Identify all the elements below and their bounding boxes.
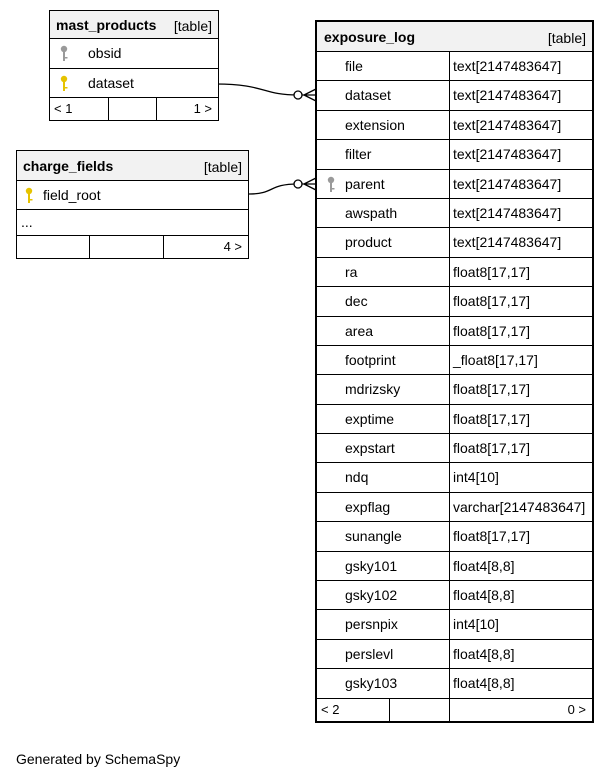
child-count: 0 >: [567, 701, 586, 717]
column-type: int4[10]: [453, 616, 499, 633]
column-list: [317, 52, 592, 699]
column-type: text[2147483647]: [453, 116, 562, 133]
column-row[interactable]: [317, 581, 592, 610]
child-count: 4 >: [223, 239, 242, 254]
column-type: text[2147483647]: [453, 204, 562, 221]
column-type: varchar[2147483647]: [453, 498, 586, 515]
link-mast-products-to-exposure-log: [216, 84, 298, 95]
column-type: text[2147483647]: [453, 87, 562, 104]
column-name: expstart: [345, 440, 395, 457]
key-icon: [58, 75, 70, 93]
crowfoot-icon: [302, 178, 316, 190]
column-name: dataset: [88, 75, 134, 91]
table-name: charge_fields: [23, 158, 114, 174]
column-name: persnpix: [345, 616, 398, 633]
column-row[interactable]: [317, 228, 592, 257]
column-type: float8[17,17]: [453, 381, 531, 398]
table-type: [table]: [173, 18, 212, 34]
parent-count: < 1: [54, 101, 73, 116]
column-name: field_root: [43, 187, 101, 203]
key-icon: [325, 176, 337, 194]
column-type: text[2147483647]: [453, 234, 562, 251]
column-row[interactable]: [317, 81, 592, 110]
column-name: mdrizsky: [345, 381, 401, 398]
column-name: gsky101: [345, 557, 398, 574]
column-type: float8[17,17]: [453, 293, 531, 310]
table-footer: [17, 236, 248, 258]
table-exposure-log[interactable]: [315, 20, 594, 723]
column-row[interactable]: [50, 69, 218, 98]
column-row[interactable]: [317, 111, 592, 140]
column-row[interactable]: [317, 640, 592, 669]
table-type: [table]: [203, 159, 242, 175]
column-type: float4[8,8]: [453, 645, 515, 662]
column-name: ra: [345, 263, 358, 280]
column-name: gsky102: [345, 587, 398, 604]
column-type: float8[17,17]: [453, 410, 531, 427]
column-name: ndq: [345, 469, 369, 486]
column-type: float8[17,17]: [453, 528, 531, 545]
column-name: sunangle: [345, 528, 402, 545]
link-end-circle: [294, 91, 302, 99]
column-row[interactable]: [317, 434, 592, 463]
column-name: dataset: [345, 87, 391, 104]
column-name: obsid: [88, 45, 122, 61]
column-row[interactable]: [50, 39, 218, 69]
table-footer: [50, 98, 218, 120]
column-row[interactable]: [317, 346, 592, 375]
column-row[interactable]: [317, 52, 592, 81]
column-type: float8[17,17]: [453, 322, 531, 339]
column-type: _float8[17,17]: [453, 351, 538, 368]
column-type: text[2147483647]: [453, 175, 562, 192]
column-row[interactable]: [317, 199, 592, 228]
column-row[interactable]: [317, 170, 592, 199]
column-name: extension: [345, 116, 405, 133]
table-name: mast_products: [56, 17, 157, 33]
column-type: float4[8,8]: [453, 675, 515, 692]
link-charge-fields-to-exposure-log: [249, 184, 298, 194]
column-name: expflag: [345, 498, 391, 515]
child-count: 1 >: [193, 101, 212, 116]
column-name: dec: [345, 293, 368, 310]
column-row[interactable]: [317, 317, 592, 346]
column-row[interactable]: [317, 375, 592, 404]
column-name: product: [345, 234, 392, 251]
column-name: awspath: [345, 204, 398, 221]
crowfoot-icon: [302, 89, 316, 101]
column-row[interactable]: [317, 258, 592, 287]
column-row[interactable]: [317, 287, 592, 316]
column-row[interactable]: [317, 552, 592, 581]
table-name: exposure_log: [324, 29, 416, 45]
column-row[interactable]: [317, 140, 592, 169]
column-row[interactable]: [317, 405, 592, 434]
column-row[interactable]: [317, 522, 592, 551]
table-header: [17, 151, 248, 181]
key-icon: [58, 45, 70, 63]
table-type: [table]: [547, 30, 586, 46]
column-name: file: [345, 58, 363, 74]
column-type: text[2147483647]: [453, 58, 562, 74]
column-row[interactable]: [17, 181, 248, 210]
column-type: float4[8,8]: [453, 587, 515, 604]
column-name: filter: [345, 146, 372, 163]
column-row[interactable]: [317, 669, 592, 698]
column-type: float8[17,17]: [453, 263, 531, 280]
column-row[interactable]: [317, 493, 592, 522]
generated-by-label: Generated by SchemaSpy: [16, 751, 181, 767]
table-mast-products[interactable]: [49, 10, 219, 121]
column-row[interactable]: [317, 463, 592, 492]
column-type: text[2147483647]: [453, 146, 562, 163]
table-charge-fields[interactable]: [16, 150, 249, 259]
table-header: [50, 11, 218, 39]
link-end-circle: [294, 180, 302, 188]
column-type: int4[10]: [453, 469, 499, 486]
table-footer: [317, 699, 592, 721]
column-name: area: [345, 322, 374, 339]
column-type: float8[17,17]: [453, 440, 531, 457]
column-name: exptime: [345, 410, 395, 427]
column-type: float4[8,8]: [453, 557, 515, 574]
table-header: [317, 22, 592, 52]
column-name: parent: [345, 175, 385, 192]
more-columns-indicator: ...: [17, 210, 248, 236]
column-name: footprint: [345, 351, 396, 368]
column-row[interactable]: [317, 610, 592, 639]
column-name: gsky103: [345, 675, 398, 692]
key-icon: [23, 187, 35, 205]
column-name: perslevl: [345, 645, 394, 662]
parent-count: < 2: [321, 701, 340, 717]
